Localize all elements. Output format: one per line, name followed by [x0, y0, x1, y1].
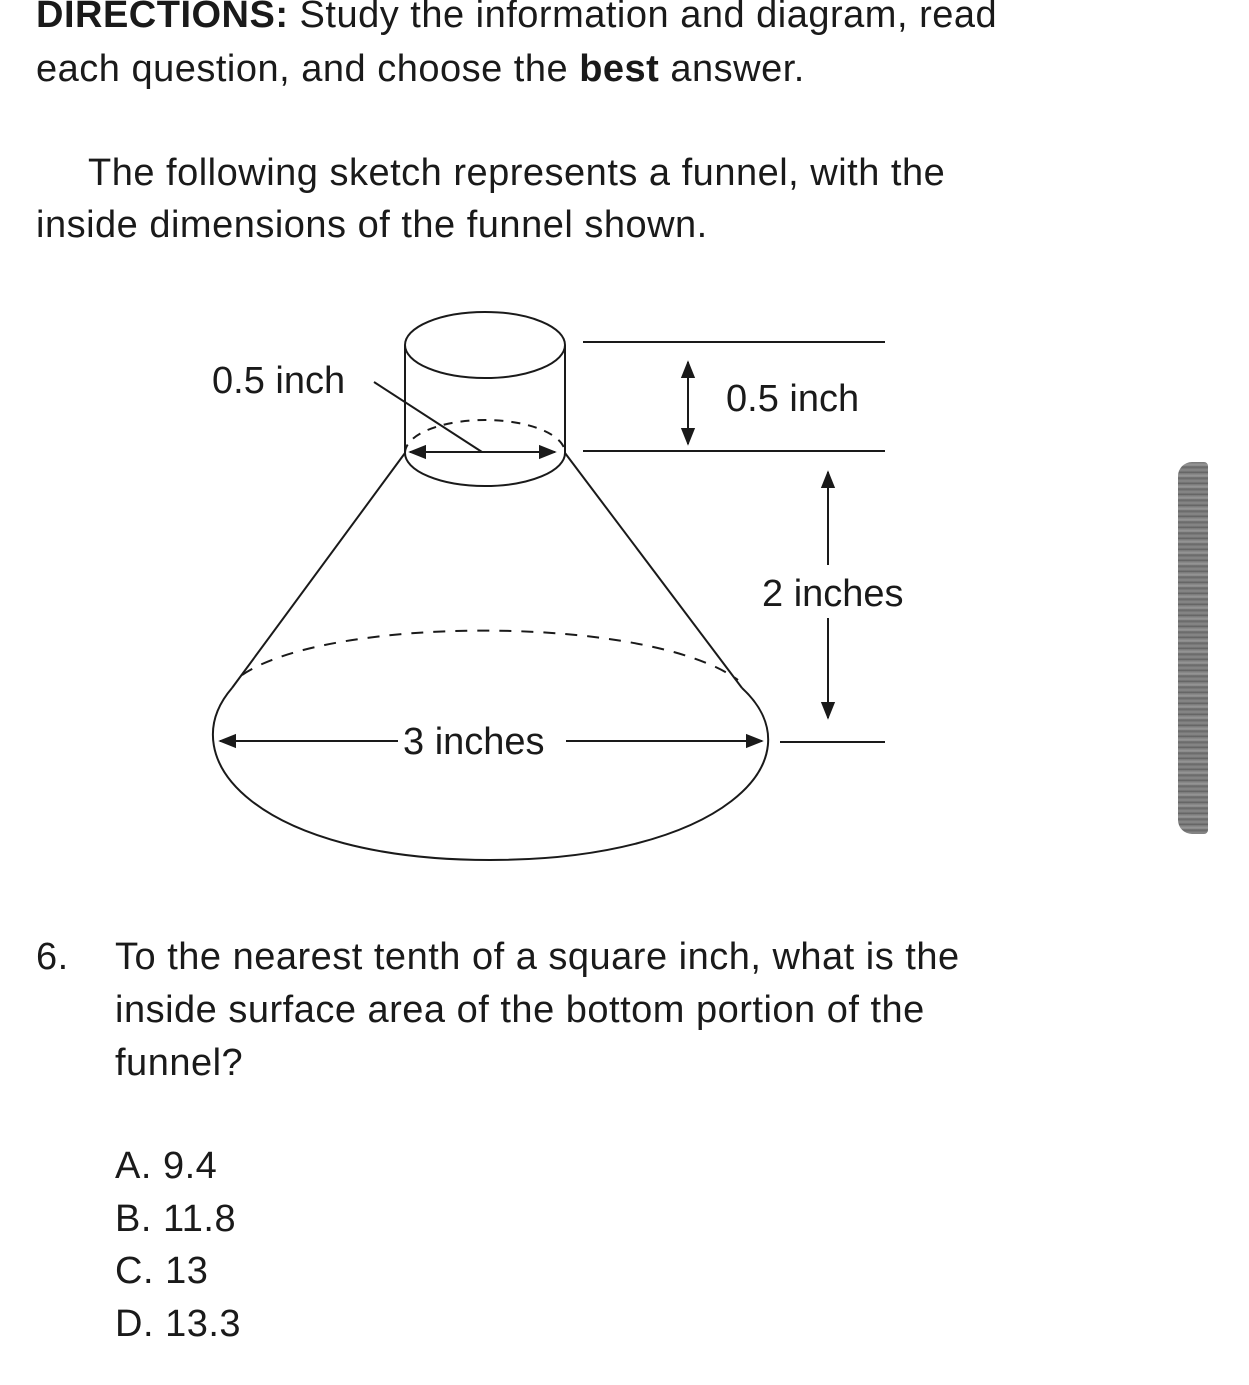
directions-label: DIRECTIONS:: [36, 0, 289, 36]
choice-value: 13.3: [165, 1303, 242, 1345]
choice-value: 9.4: [162, 1145, 218, 1187]
base-back-dashed: [242, 631, 738, 680]
choice-letter: C.: [115, 1250, 154, 1292]
cone-right-side: [565, 453, 742, 688]
question-number: 6.: [36, 936, 69, 978]
intro-line-2: inside dimensions of the funnel shown.: [36, 204, 708, 246]
directions-text-2b: answer.: [659, 48, 805, 90]
choice-value: 13: [165, 1250, 209, 1292]
choice-d[interactable]: [115, 1305, 241, 1343]
question-line-1: To the nearest tenth of a square inch, what is the: [115, 936, 960, 978]
choice-letter: A.: [115, 1145, 152, 1187]
choice-b[interactable]: [115, 1200, 236, 1238]
base-front-curve: [213, 688, 768, 860]
directions-text-2a: each question, and choose the: [36, 48, 580, 90]
label-bottom-diameter: 3 inches: [403, 721, 545, 763]
cylinder-bottom-front: [405, 453, 565, 486]
cylinder-top-ellipse: [405, 312, 565, 378]
directions-text-1: Study the information and diagram, read: [288, 0, 998, 36]
label-cone-height: 2 inches: [762, 573, 904, 615]
directions-line-2: [36, 50, 805, 88]
choice-a[interactable]: [115, 1147, 217, 1185]
binder-strip-decoration: [1178, 462, 1208, 834]
label-top-height: 0.5 inch: [726, 378, 860, 420]
funnel-diagram: [0, 270, 1000, 890]
choice-letter: D.: [115, 1303, 154, 1345]
question-line-3: funnel?: [115, 1042, 244, 1084]
top-diameter-leader: [374, 382, 482, 452]
label-top-diameter: 0.5 inch: [212, 360, 346, 402]
choice-letter: B.: [115, 1198, 152, 1240]
choice-c[interactable]: [115, 1252, 208, 1290]
cone-left-side: [232, 453, 405, 688]
intro-line-1: The following sketch represents a funnel, with the: [88, 152, 946, 194]
question-line-2: inside surface area of the bottom portion of the: [115, 989, 925, 1031]
cylinder-bottom-back-dashed: [405, 420, 565, 453]
directions-line-1: [36, 0, 997, 34]
directions-bold-word: best: [579, 48, 660, 90]
choice-value: 11.8: [162, 1198, 237, 1240]
